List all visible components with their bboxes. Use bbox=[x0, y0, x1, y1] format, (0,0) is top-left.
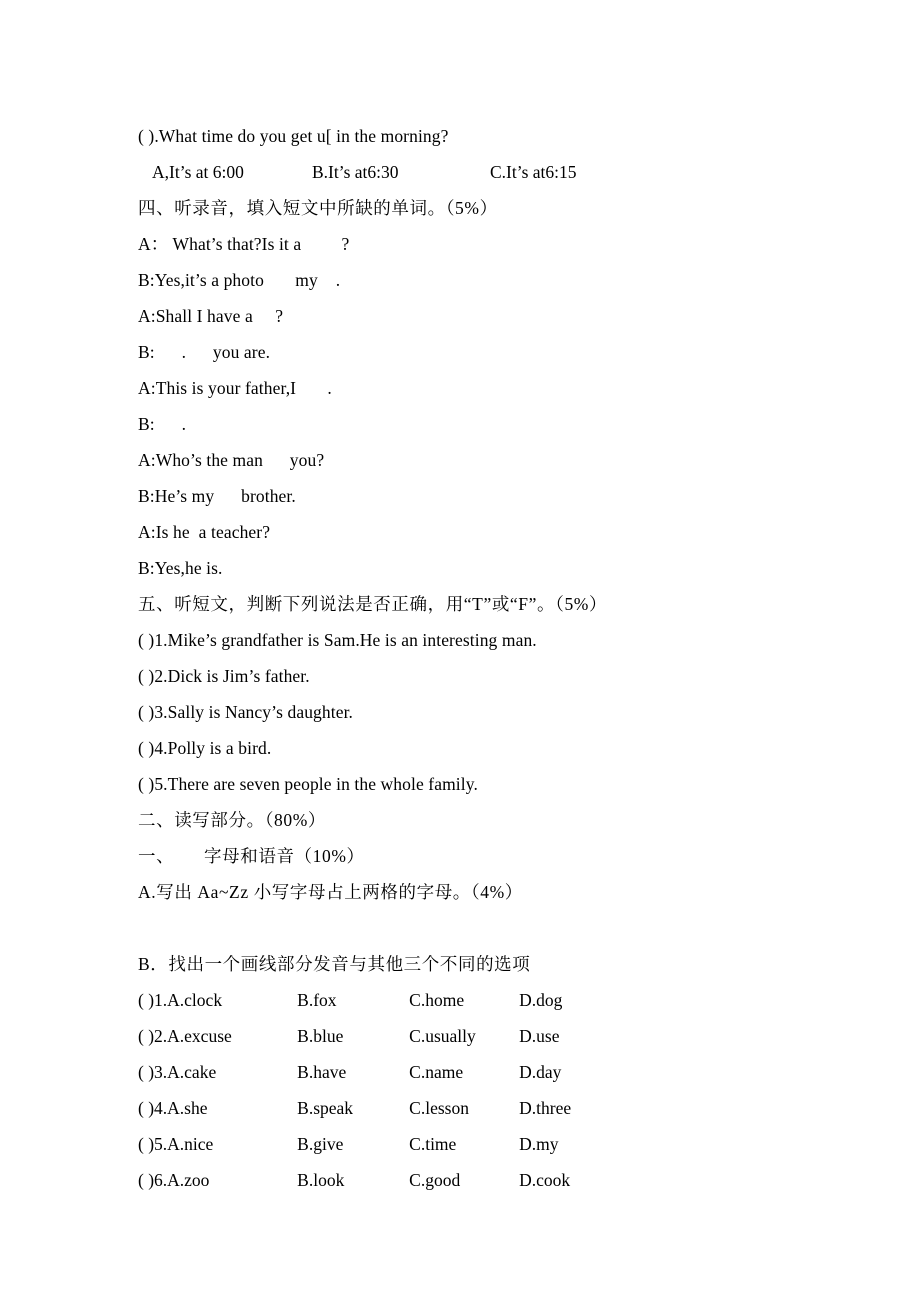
item-marker[interactable]: ( )1. bbox=[138, 990, 168, 1010]
dialogue-line: B:Yes,it’s a photo my . bbox=[138, 270, 341, 290]
section-four-dialogue bbox=[138, 226, 778, 586]
dialogue-line: A:Shall I have a ? bbox=[138, 306, 284, 326]
option-b[interactable]: B.speak bbox=[297, 1098, 354, 1118]
document-body bbox=[138, 118, 778, 1198]
section-one-heading: 一、 字母和语音（10%） bbox=[138, 846, 365, 866]
option-a[interactable]: A.clock bbox=[167, 990, 223, 1010]
option-c[interactable]: C.good bbox=[409, 1170, 461, 1190]
item-marker[interactable]: ( )5. bbox=[138, 1134, 168, 1154]
option-d[interactable]: D.cook bbox=[519, 1170, 571, 1190]
option-c[interactable]: C.usually bbox=[409, 1026, 476, 1046]
true-false-item[interactable]: ( )2.Dick is Jim’s father. bbox=[138, 666, 310, 686]
option-a[interactable]: A.cake bbox=[167, 1062, 217, 1082]
task-a-instruction: A.写出 Aa~Zz 小写字母占上两格的字母。（4%） bbox=[138, 882, 523, 902]
option-c[interactable]: C.It’s at6:15 bbox=[490, 162, 577, 182]
option-a[interactable]: A,It’s at 6:00 bbox=[152, 162, 244, 182]
option-d[interactable]: D.use bbox=[519, 1026, 560, 1046]
option-a[interactable]: A.she bbox=[167, 1098, 208, 1118]
pronunciation-item bbox=[138, 982, 778, 1018]
option-a[interactable]: A.nice bbox=[167, 1134, 214, 1154]
task-b-instruction: B．找出一个画线部分发音与其他三个不同的选项 bbox=[138, 954, 531, 974]
option-c[interactable]: C.lesson bbox=[409, 1098, 469, 1118]
item-marker[interactable]: ( )2. bbox=[138, 1026, 168, 1046]
reading-writing-part-heading: 二、读写部分。（80%） bbox=[138, 810, 327, 830]
option-b[interactable]: B.fox bbox=[297, 990, 337, 1010]
option-c[interactable]: C.time bbox=[409, 1134, 457, 1154]
option-d[interactable]: D.my bbox=[519, 1134, 559, 1154]
option-a[interactable]: A.zoo bbox=[167, 1170, 210, 1190]
option-b[interactable]: B.blue bbox=[297, 1026, 344, 1046]
item-marker[interactable]: ( )4. bbox=[138, 1098, 168, 1118]
option-c[interactable]: C.home bbox=[409, 990, 465, 1010]
pronunciation-item bbox=[138, 1054, 778, 1090]
pronunciation-item bbox=[138, 1126, 778, 1162]
pronunciation-question-list bbox=[138, 982, 778, 1198]
dialogue-line: B:He’s my brother. bbox=[138, 486, 296, 506]
item-marker[interactable]: ( )6. bbox=[138, 1170, 168, 1190]
listening-question-text: ( ).What time do you get u[ in the morning? bbox=[138, 126, 449, 146]
option-b[interactable]: B.It’s at6:30 bbox=[312, 162, 399, 182]
option-d[interactable]: D.dog bbox=[519, 990, 563, 1010]
dialogue-line: A:This is your father,I . bbox=[138, 378, 332, 398]
pronunciation-item bbox=[138, 1162, 778, 1198]
option-b[interactable]: B.give bbox=[297, 1134, 344, 1154]
true-false-item[interactable]: ( )4.Polly is a bird. bbox=[138, 738, 272, 758]
dialogue-line: B:Yes,he is. bbox=[138, 558, 223, 578]
true-false-item[interactable]: ( )5.There are seven people in the whole family. bbox=[138, 774, 478, 794]
listening-question-stem bbox=[138, 118, 778, 154]
dialogue-line: B: . bbox=[138, 414, 187, 434]
dialogue-line: A： What’s that?Is it a ? bbox=[138, 234, 350, 254]
dialogue-line: B: . you are. bbox=[138, 342, 271, 362]
option-b[interactable]: B.have bbox=[297, 1062, 347, 1082]
dialogue-line: A:Who’s the man you? bbox=[138, 450, 325, 470]
pronunciation-item bbox=[138, 1090, 778, 1126]
true-false-item[interactable]: ( )3.Sally is Nancy’s daughter. bbox=[138, 702, 354, 722]
option-d[interactable]: D.day bbox=[519, 1062, 562, 1082]
listening-question-options bbox=[138, 154, 778, 190]
section-four-heading: 四、听录音，填入短文中所缺的单词。（5%） bbox=[138, 198, 498, 218]
item-marker[interactable]: ( )3. bbox=[138, 1062, 168, 1082]
answer-writing-space[interactable] bbox=[138, 910, 778, 946]
pronunciation-item bbox=[138, 1018, 778, 1054]
option-b[interactable]: B.look bbox=[297, 1170, 345, 1190]
option-c[interactable]: C.name bbox=[409, 1062, 464, 1082]
dialogue-line: A:Is he a teacher? bbox=[138, 522, 271, 542]
true-false-item[interactable]: ( )1.Mike’s grandfather is Sam.He is an interesting man. bbox=[138, 630, 537, 650]
option-a[interactable]: A.excuse bbox=[167, 1026, 232, 1046]
section-five-heading: 五、听短文，判断下列说法是否正确，用“T”或“F”。（5%） bbox=[138, 594, 608, 614]
section-five-items bbox=[138, 622, 778, 802]
option-d[interactable]: D.three bbox=[519, 1098, 572, 1118]
